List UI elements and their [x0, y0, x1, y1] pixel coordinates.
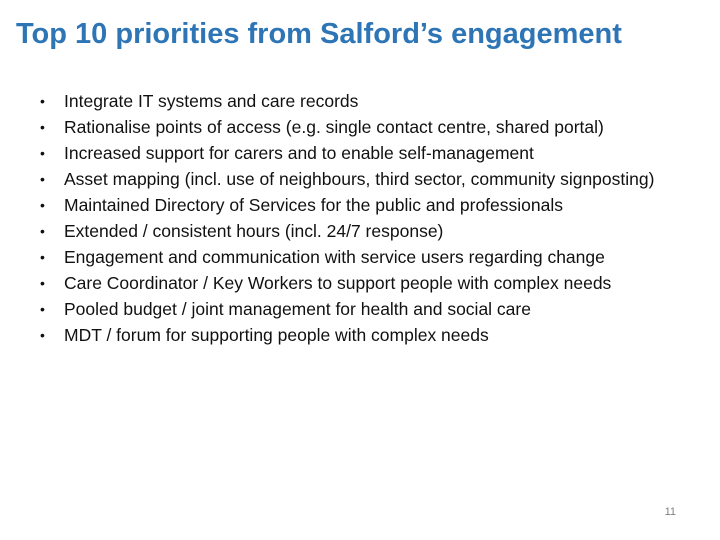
- list-item-text: Pooled budget / joint management for health and social care: [64, 299, 531, 319]
- bullet-icon: •: [40, 249, 45, 265]
- priority-list: [40, 90, 680, 350]
- list-item-text: Increased support for carers and to enable self-management: [64, 143, 534, 163]
- bullet-icon: •: [40, 119, 45, 135]
- list-item-text: Care Coordinator / Key Workers to support people with complex needs: [64, 273, 612, 293]
- slide-title: Top 10 priorities from Salford’s engagement: [16, 18, 622, 50]
- list-item-text: Rationalise points of access (e.g. single contact centre, shared portal): [64, 117, 604, 137]
- list-item: [40, 324, 680, 347]
- list-item-text: Maintained Directory of Services for the public and professionals: [64, 195, 563, 215]
- list-item: [40, 220, 680, 243]
- list-item-text: Integrate IT systems and care records: [64, 91, 359, 111]
- bullet-icon: •: [40, 93, 45, 109]
- list-item: [40, 168, 680, 191]
- bullet-icon: •: [40, 301, 45, 317]
- list-item: [40, 90, 680, 113]
- list-item: [40, 298, 680, 321]
- list-item-text: MDT / forum for supporting people with complex needs: [64, 325, 489, 345]
- page-number: 11: [664, 506, 676, 518]
- list-item-text: Asset mapping (incl. use of neighbours, third sector, community signposting): [64, 169, 655, 189]
- list-item-text: Extended / consistent hours (incl. 24/7 response): [64, 221, 444, 241]
- list-item: [40, 116, 680, 139]
- bullet-icon: •: [40, 327, 45, 343]
- list-item-text: Engagement and communication with service users regarding change: [64, 247, 605, 267]
- bullet-icon: •: [40, 145, 45, 161]
- list-item: [40, 272, 680, 295]
- bullet-icon: •: [40, 223, 45, 239]
- bullet-icon: •: [40, 275, 45, 291]
- list-item: [40, 194, 680, 217]
- bullet-icon: •: [40, 197, 45, 213]
- list-item: [40, 142, 680, 165]
- list-item: [40, 246, 680, 269]
- bullet-icon: •: [40, 171, 45, 187]
